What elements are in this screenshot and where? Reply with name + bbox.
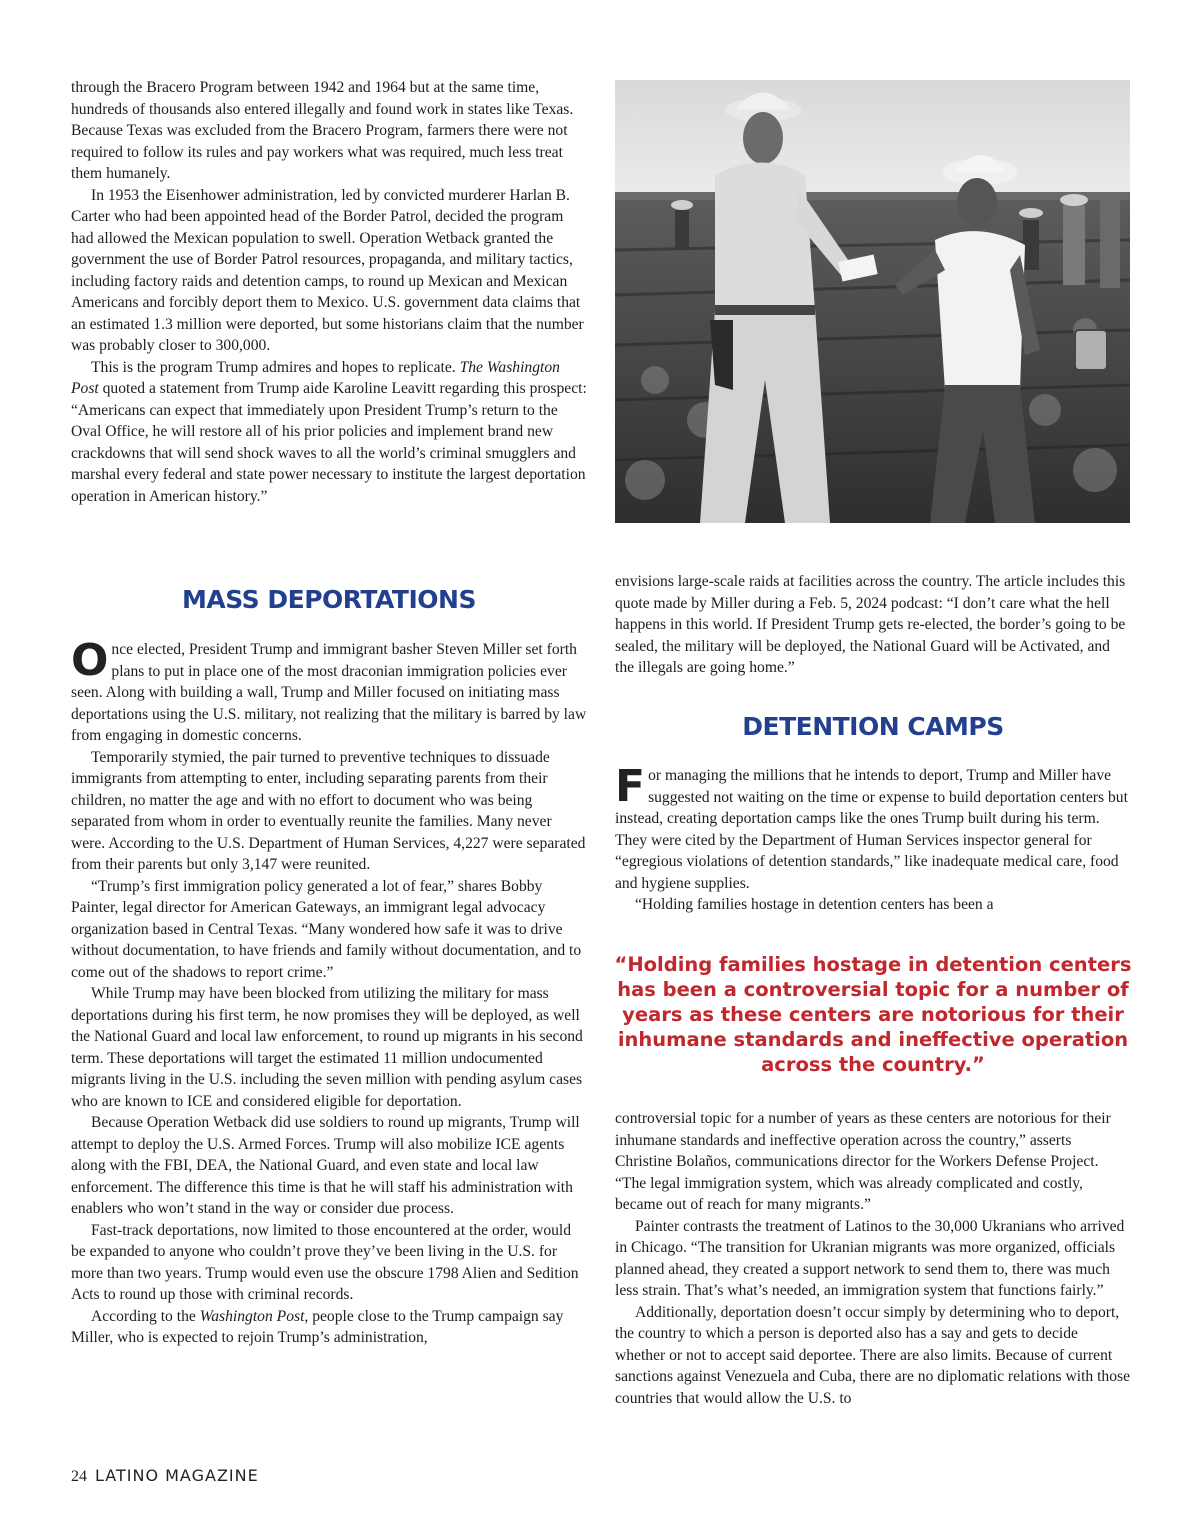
paragraph: Once elected, President Trump and immigrant basher Steven Miller set forth plans to put in place one of the most draconian immigration policies ever seen. Along with building a wall, Trump and Miller focused on initiating mass deportations using the U.S. military, not realizing that the military is barred by law from engaging in domestic concerns. [71, 635, 587, 744]
paragraph: Because Operation Wetback did use soldiers to round up migrants, Trump will attempt to deploy the U.S. Armed Forces. Trump will also mobilize ICE agents along with the FBI, DEA, the National Guard, and even state and local law enforcement. The difference this time is that he will staff his administration with enablers who won’t stand in the way or consider due process. [71, 1114, 580, 1217]
paragraph: “Trump’s first immigration policy generated a lot of fear,” shares Bobby Painter, legal director for American Gateways, an immigrant legal advocacy organization based in Central Texas. “Many wondered how safe it was to drive without documentation, to have friends and family without documentation, and to come out of the shadows to report crime.” [71, 877, 582, 981]
paragraph: This is the program Trump admires and hopes to replicate. The Washington Post quoted a statement from Trump aide Karoline Leavitt regarding this prospect: “Americans can expect that immediately upon President Trump’s return to the Oval Office, he will restore all of his prior policies and implement brand new crackdowns that will send shock waves to all the world’s criminal smugglers and marshal every federal and state power necessary to institute the largest deportation operation in American history.” [71, 358, 587, 505]
paragraph: through the Bracero Program between 1942 and 1964 but at the same time, hundreds of thousands also entered illegally and found work in states like Texas. Because Texas was excluded from the Bracero Program, farmers there were not required to follow its rules and pay workers what was required, much less treat them humanely. [71, 79, 574, 182]
paragraph: “Holding families hostage in detention centers has been a [635, 896, 994, 913]
paragraph: While Trump may have been blocked from utilizing the military for mass deportations during his first term, he now promises they will be deployed, as well the National Guard and local law enforcement, to round up migrants in his second term. These deportations will target the estimated 11 million undocumented migrants living in the U.S. including the seven million with pending asylum cases who are known to ICE and considered eligible for deportation. [71, 985, 583, 1110]
paragraph: Temporarily stymied, the pair turned to preventive techniques to dissuade immigrants from attempting to enter, including separating parents from their children, no matter the age and with no effort to document who was being separated from whom in order to eventually reunite the families. Many never were. According to the U.S. Department of Human Services, 4,227 were separated from their parents but only 3,147 were reunited. [71, 748, 586, 873]
paragraph: In 1953 the Eisenhower administration, led by convicted murderer Harlan B. Carter who had been appointed head of the Border Patrol, decided the program had allowed the Mexican population to swell. Operation Wetback granted the government the use of Border Patrol resources, propaganda, and military tactics, including factory raids and detention camps, to round up Mexican and Mexican Americans and forcibly deport them to Mexico. U.S. government data claims that an estimated 1.3 million were deported, but some historians claim that the number was probably closer to 300,000. [71, 186, 584, 354]
paragraph: envisions large-scale raids at facilities across the country. The article includes this quote made by Miller during a Feb. 5, 2024 podcast: “I don’t care what the hell happens in this world. If President Trump gets re-elected, the border’s going to be sealed, the military will be deployed, the National Guard will be Activated, and the illegals are going home.” [615, 573, 1126, 676]
mass-deportations-continued [615, 571, 1131, 679]
publication-name: LATINO MAGAZINE [95, 1466, 259, 1485]
page-footer [71, 1466, 259, 1486]
paragraph: For managing the millions that he intends to deport, Trump and Miller have suggested not waiting on the time or expense to build deportation centers but instead, creating deportation camps like the ones Trump built during his term. They were cited by the Department of Human Services inspector general for “egregious violations of detention standards,” like inadequate medical care, food and hygiene supplies. [615, 761, 1128, 892]
pull-quote: “Holding families hostage in detention centers has been a controversial topic for a number of years as these centers are notorious for their inhumane standards and ineffective operation across the country.” [614, 953, 1132, 1076]
paragraph: Additionally, deportation doesn’t occur simply by determining who to deport, the country to which a person is deported also has a say and gets to decide whether or not to accept said deportee. There are also limits. Because of current sanctions against Venezuela and Cuba, there are no diplomatic relations with those countries that would allow the U.S. to [615, 1303, 1131, 1407]
dropcap: F [615, 761, 646, 812]
section-heading-mass-deportations: MASS DEPORTATIONS [182, 585, 476, 614]
paragraph: Fast-track deportations, now limited to those encountered at the order, would be expanded to anyone who couldn’t prove they’ve been living in the U.S. for more than two years. Trump would even use the obscure 1798 Alien and Sedition Acts to round up those with criminal records. [71, 1221, 579, 1303]
historical-photo [615, 80, 1130, 523]
paragraph: Painter contrasts the treatment of Latinos to the 30,000 Ukranians who arrived in Chicago. “The transition for Ukranian migrants was more organized, officials planned ahead, they created a support network to send them to, there was much less strain. That’s what’s needed, an immigration system that functions fairly.” [615, 1217, 1125, 1299]
paragraph: According to the Washington Post, people close to the Trump campaign say Miller, who is expected to rejoin Trump’s administration, [71, 1307, 564, 1346]
section-heading-detention-camps: DETENTION CAMPS [742, 712, 1004, 741]
mass-deportations-body [71, 635, 587, 1349]
detention-camps-body [615, 761, 1131, 916]
detention-camps-continued [615, 1108, 1131, 1409]
paragraph: controversial topic for a number of years as these centers are notorious for their inhumane standards and ineffective operation across the country,” asserts Christine Bolaños, communications director for the Workers Defense Project. “The legal immigration system, which was already complicated and costly, became out of reach for many migrants.” [615, 1110, 1111, 1213]
dropcap: O [71, 635, 109, 686]
left-column-intro [71, 77, 587, 507]
page-number: 24 [71, 1468, 87, 1485]
